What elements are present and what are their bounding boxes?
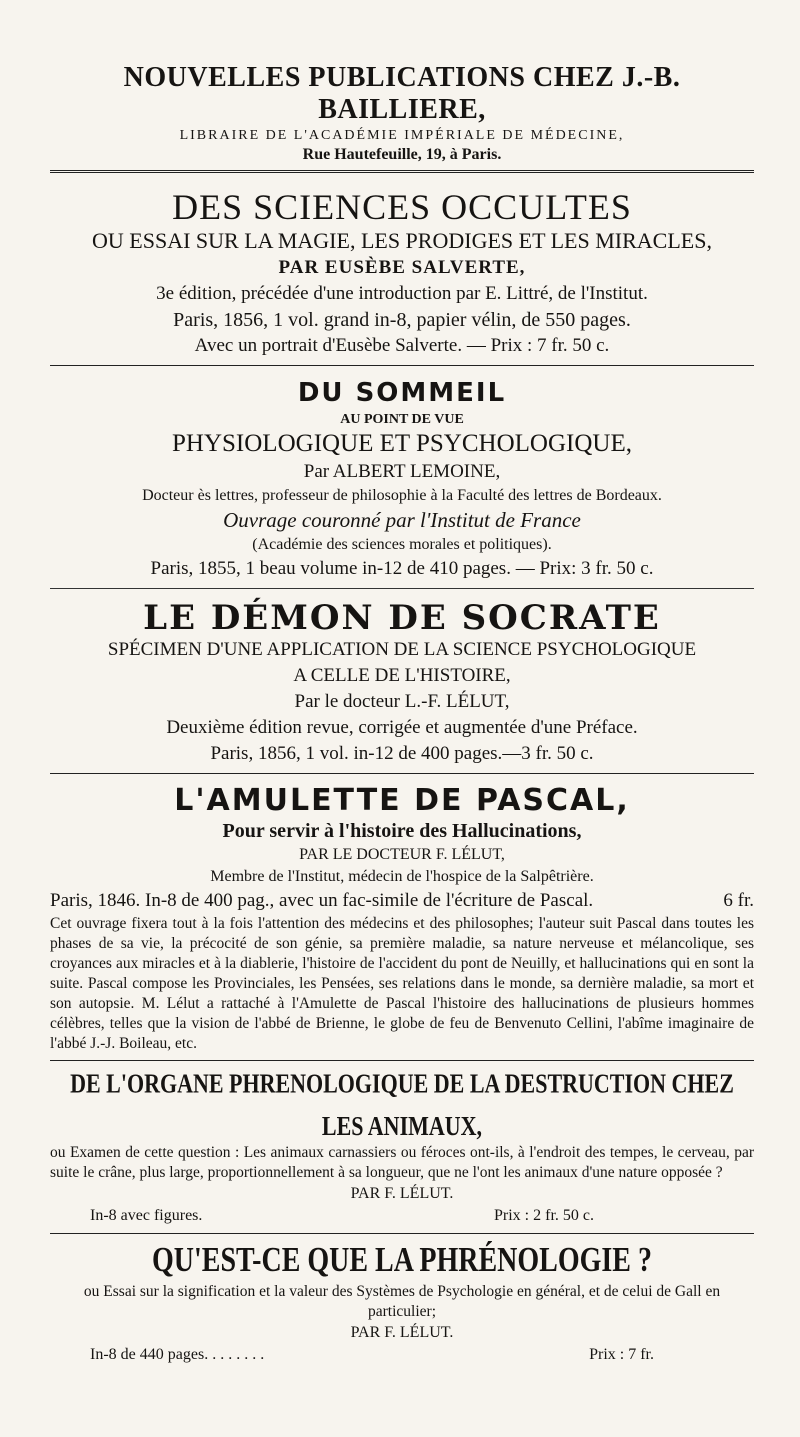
book-author: Par le docteur L.-F. LÉLUT, [294,691,510,712]
book-subtitle: OU ESSAI SUR LA MAGIE, LES PRODIGES ET LES MIRACLES, [92,228,712,253]
book-price: Prix : 7 fr. [589,1346,654,1363]
publisher-title: NOUVELLES PUBLICATIONS CHEZ J.-B. BAILLIERE, [123,62,681,125]
book-title: DU SOMMEIL [297,378,507,408]
book-details: Paris, 1855, 1 beau volume in-12 de 410 pages. — Prix: 3 fr. 50 c. [150,558,654,579]
book-subtitle-1: SPÉCIMEN D'UNE APPLICATION DE LA SCIENCE PSYCHOLOGIQUE [107,639,697,660]
divider [50,170,754,173]
book-du-sommeil [50,376,754,582]
publisher-subtitle: LIBRAIRE DE L'ACADÉMIE IMPÉRIALE DE MÉDECINE, [179,128,625,143]
book-details: Paris, 1856, 1 vol. grand in-8, papier vélin, de 550 pages. [173,309,631,331]
publisher-header [50,62,754,164]
book-title-pre: AU POINT DE VUE [340,412,464,427]
book-amulette-de-pascal [50,784,754,1054]
book-phrenologie [50,1241,754,1366]
book-format: In-8 avec figures. [90,1207,203,1224]
book-subtitle: Pour servir à l'histoire des Hallucinations, [222,820,582,842]
book-author: PAR F. LÉLUT. [350,1324,454,1341]
book-academy: (Académie des sciences morales et politiques). [252,536,552,553]
book-author: PAR LE DOCTEUR F. LÉLUT, [299,846,505,863]
divider [50,1060,754,1061]
book-details: Paris, 1846. In-8 de 400 pag., avec un fac-simile de l'écriture de Pascal. [50,890,594,911]
book-author: PAR EUSÈBE SALVERTE, [278,257,526,278]
book-sciences-occultes [50,187,754,359]
book-author: PAR F. LÉLUT. [350,1185,454,1202]
book-format: In-8 de 440 pages. . . . . . . . [90,1346,265,1363]
book-edition: Deuxième édition revue, corrigée et augmentée d'une Préface. [166,717,638,738]
book-description: Cet ouvrage fixera tout à la fois l'attention des médecins et des philosophes; l'auteur suit Pascal dans toutes les phases de sa vie, la précocité de son génie, sa première maladie, sa nature nerveuse et mélancolique, ses croyances aux miracles et à la diablerie, l'histoire de l'accident du pont de Neuilly, et hallucinations qui en sont la suite. Pascal compose les Provinciales, les Pensées, ses relations dans le monde, sa dernière maladie, sa mort et son autopsie. M. Lélut a rattaché à l'Amulette de Pascal l'histoire des hallucinations de plusieurs hommes célèbres, telles que la vision de l'abbé de Brienne, le globe de feu de Benvenuto Cellini, l'abîme imaginaire de l'abbé J.-J. Boileau, etc. [50,915,754,1052]
book-subtitle: PHYSIOLOGIQUE ET PSYCHOLOGIQUE, [172,430,632,457]
book-award: Ouvrage couronné par l'Institut de France [223,508,581,532]
publisher-address: Rue Hautefeuille, 19, à Paris. [302,146,502,163]
divider [50,588,754,589]
book-price-line [50,1344,754,1366]
book-price: 6 fr. [723,890,754,911]
book-demon-de-socrate [50,599,754,767]
book-organe-phrenologique [50,1067,754,1227]
book-author: Par ALBERT LEMOINE, [303,461,501,482]
book-affiliation: Docteur ès lettres, professeur de philosophie à la Faculté des lettres de Bordeaux. [142,487,662,504]
book-details: Paris, 1856, 1 vol. in-12 de 400 pages.—3 fr. 50 c. [210,743,594,764]
book-affiliation: Membre de l'Institut, médecin de l'hospice de la Salpêtrière. [210,868,594,885]
book-title: LE DÉMON DE SOCRATE [143,598,661,638]
book-title: DES SCIENCES OCCULTES [172,187,632,227]
book-price-line [50,1205,754,1227]
book-price-line [50,888,754,914]
book-title: L'AMULETTE DE PASCAL, [174,783,630,818]
book-price: Prix : 2 fr. 50 c. [494,1207,594,1224]
book-description: ou Examen de cette question : Les animaux carnassiers ou féroces ont-ils, à l'endroit des tempes, le cerveau, par suite le crâne, plus large, proportionnellement à sa longueur, que ne l'ont les animaux d'une nature opposée ? [50,1144,754,1181]
book-portrait: Avec un portrait d'Eusèbe Salverte. — Prix : 7 fr. 50 c. [194,335,610,356]
divider [50,365,754,366]
book-title: QU'EST-CE QUE LA PHRÉNOLOGIE ? [152,1241,652,1280]
book-edition: 3e édition, précédée d'une introduction par E. Littré, de l'Institut. [156,283,648,304]
book-description: ou Essai sur la signification et la valeur des Systèmes de Psychologie en général, et de celui de Gall en particulier; [83,1283,721,1320]
divider [50,1233,754,1234]
divider [50,773,754,774]
book-title: DE L'ORGANE PHRENOLOGIQUE DE LA DESTRUCTION CHEZ LES ANIMAUX, [70,1067,734,1142]
book-subtitle-2: A CELLE DE L'HISTOIRE, [293,665,511,686]
